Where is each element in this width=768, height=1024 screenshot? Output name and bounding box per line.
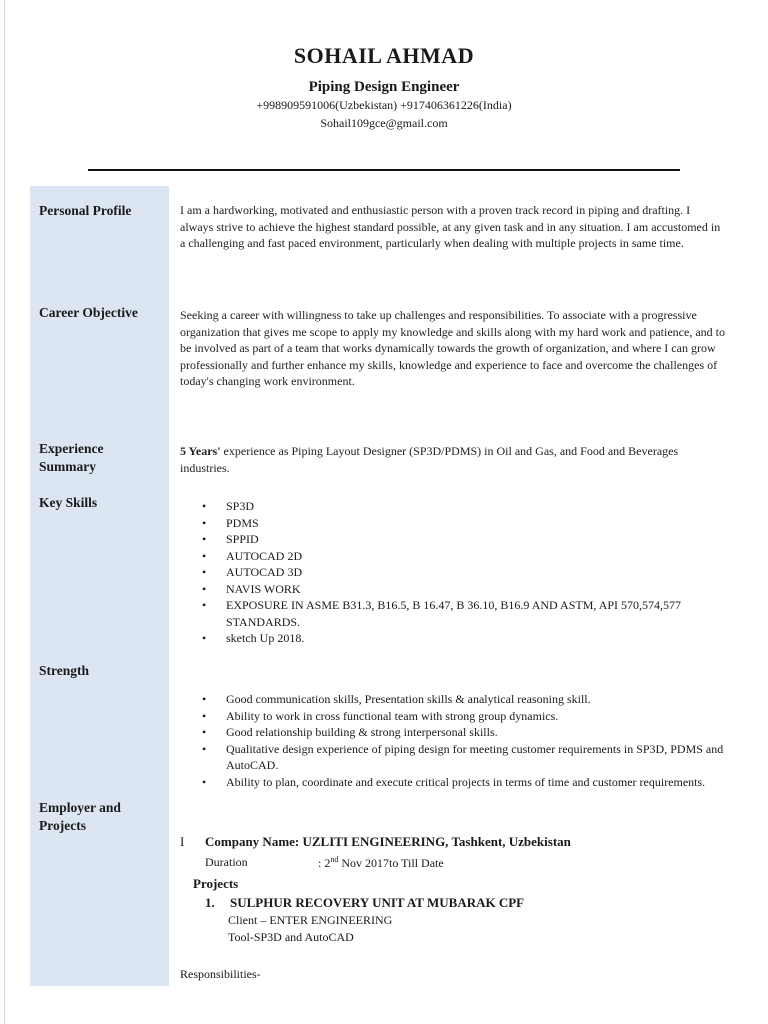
duration-label: Duration — [205, 855, 248, 869]
project-client: Client – ENTER ENGINEERING — [228, 913, 393, 927]
strength-item: • Ability to work in cross functional team with strong group dynamics. — [200, 708, 730, 725]
skill-item: • NAVIS WORK — [200, 581, 730, 598]
strength-item: • Good relationship building & strong interpersonal skills. — [200, 724, 730, 741]
label-personal-profile: Personal Profile — [39, 203, 132, 218]
experience-details: experience as Piping Layout Designer (SP3D/PDMS) in Oil and Gas, and Food and Beverages industries. — [180, 444, 679, 475]
duration-suffix: nd — [330, 855, 339, 864]
skill-item: • AUTOCAD 2D — [200, 548, 730, 565]
label-key-skills: Key Skills — [39, 495, 98, 510]
page-edge-divider — [4, 0, 5, 1024]
duration-value — [318, 855, 444, 871]
header-divider — [88, 169, 680, 171]
key-skills-list — [200, 498, 730, 647]
duration-day: : 2 — [318, 856, 331, 870]
company-label: Company Name: — [205, 834, 300, 849]
skill-item: • PDMS — [200, 515, 730, 532]
phone-numbers: +998909591006(Uzbekistan) +917406361226(India) — [256, 98, 512, 112]
skill-item: • AUTOCAD 3D — [200, 564, 730, 581]
projects-label: Projects — [193, 876, 239, 891]
project-tool: Tool-SP3D and AutoCAD — [228, 930, 354, 944]
label-career-objective: Career Objective — [39, 305, 138, 320]
label-employer-projects: Employer and Projects — [39, 800, 121, 833]
responsibilities-label: Responsibilities- — [180, 967, 261, 981]
project-number: 1. — [205, 895, 215, 910]
label-experience-summary: Experience Summary — [39, 441, 104, 474]
label-strength: Strength — [39, 663, 90, 678]
skill-item: • SP3D — [200, 498, 730, 515]
skill-item: • sketch Up 2018. — [200, 630, 730, 647]
strength-item: • Qualitative design experience of piping design for meeting customer requirements in SP3D, PDMS and AutoCAD. — [200, 741, 730, 774]
experience-summary-text — [180, 443, 725, 476]
company-line — [205, 834, 571, 850]
duration-range: Nov 2017to Till Date — [338, 856, 444, 870]
skill-item: • EXPOSURE IN ASME B31.3, B16.5, B 16.47, B 36.10, B16.9 AND ASTM, API 570,574,577 STANDARDS. — [200, 597, 730, 630]
strength-list — [200, 691, 730, 790]
project-title: SULPHUR RECOVERY UNIT AT MUBARAK CPF — [230, 895, 525, 910]
employer-numeral: I — [180, 834, 185, 849]
career-objective-text: Seeking a career with willingness to take up challenges and responsibilities. To associate with a progressive organization that gives me scope to apply my knowledge and skills along with my hard work and patience, and to be involved as part of a team that works dynamically towards the growth of organization, and where I can grow professionally and further enhance my skills, knowledge and experience to face and overcome the challenges of today's changing work environment. — [180, 308, 725, 388]
experience-years: 5 Years' — [180, 444, 221, 458]
job-title: Piping Design Engineer — [308, 79, 460, 95]
strength-item: • Good communication skills, Presentation skills & analytical reasoning skill. — [200, 691, 730, 708]
personal-profile-text: I am a hardworking, motivated and enthusiastic person with a proven track record in piping and drafting. I always strive to achieve the highest standard possible, at any given task and in any situation. I am accustomed in a challenging and fast paced environment, particularly when dealing with multiple projects in same time. — [180, 203, 721, 250]
candidate-name: SOHAIL AHMAD — [293, 43, 475, 68]
strength-item: • Ability to plan, coordinate and execute critical projects in terms of time and customer requirements. — [200, 774, 730, 791]
company-name: UZLITI ENGINEERING, Tashkent, Uzbekistan — [302, 834, 571, 849]
email-address: Sohail109gce@gmail.com — [320, 116, 448, 130]
skill-item: • SPPID — [200, 531, 730, 548]
